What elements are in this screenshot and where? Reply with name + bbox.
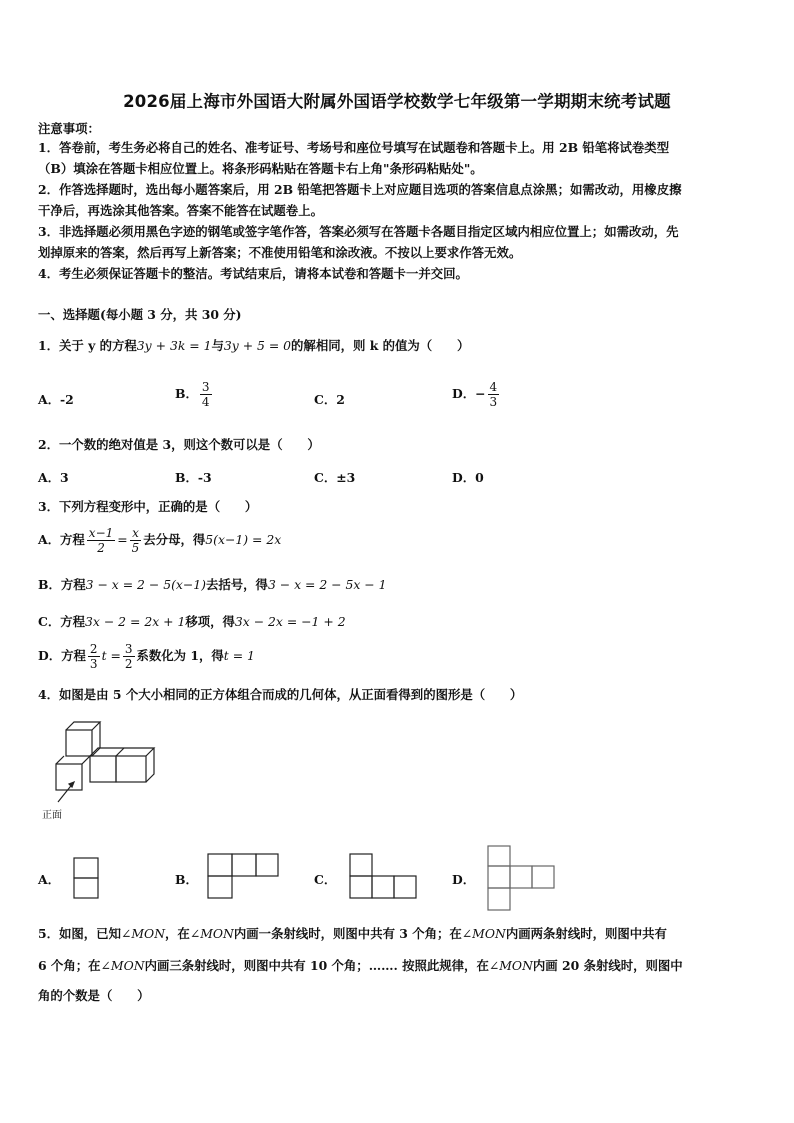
q3-c-mid: 移项，得 bbox=[185, 614, 235, 629]
q5-angle-2: ∠MON bbox=[189, 926, 234, 941]
q5-line2-b: 内画三条射线时，则图中共有 10 个角；……. 按照此规律，在 bbox=[144, 958, 489, 973]
q4-option-b: B． bbox=[175, 872, 198, 887]
q5-line1-d: 内画两条射线时，则图中共有 bbox=[505, 926, 667, 941]
q5-angle-5: ∠MON bbox=[488, 958, 533, 973]
question-3-stem: 3．下列方程变形中，正确的是（ ） bbox=[38, 499, 258, 514]
question-1-stem bbox=[38, 338, 469, 354]
q3-d-t: t = bbox=[101, 648, 121, 663]
q3-option-d bbox=[38, 642, 255, 671]
q4-option-c-figure bbox=[348, 852, 420, 902]
q5-line1-c: 内画一条射线时，则图中共有 3 个角；在 bbox=[233, 926, 462, 941]
q2-option-d: D．0 bbox=[452, 470, 484, 485]
q3-d-frac1 bbox=[88, 642, 100, 671]
q1-d-frac bbox=[488, 380, 500, 409]
q3-b-pre: B．方程 bbox=[38, 577, 86, 592]
q4-option-d-figure bbox=[486, 842, 558, 914]
q3-a-eq: = bbox=[117, 532, 128, 547]
q5-line2-a: 6 个角；在 bbox=[38, 958, 101, 973]
q1-d-label: D．− bbox=[452, 386, 486, 401]
q5-angle-4: ∠MON bbox=[100, 958, 145, 973]
q3-d-frac2 bbox=[123, 642, 135, 671]
q3-b-eq: 3 − x = 2 − 5(x−1) bbox=[85, 577, 206, 592]
q3-a-num1: x−1 bbox=[88, 526, 114, 540]
q1-mid: 与 bbox=[211, 338, 224, 353]
q3-a-den1: 2 bbox=[97, 541, 105, 555]
q3-d-num2: 3 bbox=[124, 642, 133, 656]
q3-b-res: 3 − x = 2 − 5x − 1 bbox=[267, 577, 387, 592]
question-2-stem: 2．一个数的绝对值是 3，则这个数可以是（ ） bbox=[38, 437, 320, 452]
q3-a-mid: 去分母，得 bbox=[143, 532, 206, 547]
q4-option-c: C． bbox=[314, 872, 337, 887]
cube-solid-figure bbox=[50, 718, 160, 818]
q2-option-b: B．-3 bbox=[175, 470, 212, 485]
q3-d-den1: 3 bbox=[89, 657, 98, 671]
q1-option-b bbox=[175, 380, 214, 409]
q5-line2-c: 内画 20 条射线时，则图中 bbox=[532, 958, 683, 973]
q1-eq1: 3y + 3k = 1 bbox=[136, 338, 212, 353]
q3-d-num1: 2 bbox=[89, 642, 98, 656]
q3-d-pre: D．方程 bbox=[38, 648, 86, 663]
notice-line-1: 1．答卷前，考生务必将自己的姓名、准考证号、考场号和座位号填写在试题卷和答题卡上。用 2B 铅笔将试卷类型 bbox=[38, 140, 670, 155]
q3-option-c bbox=[38, 614, 346, 630]
q1-d-num: 4 bbox=[489, 380, 498, 394]
q1-option-a: A．-2 bbox=[38, 392, 74, 407]
q3-a-res: 5(x−1) = 2x bbox=[205, 532, 282, 547]
q5-angle-1: ∠MON bbox=[120, 926, 166, 941]
q1-b-label: B． bbox=[175, 386, 198, 401]
front-label: 正面 bbox=[42, 810, 62, 821]
q3-a-pre: A．方程 bbox=[38, 532, 85, 547]
notice-line-3: 2．作答选择题时，选出每小题答案后，用 2B 铅笔把答题卡上对应题目选项的答案信息点涂黑；如需改动，用橡皮擦 bbox=[38, 182, 682, 197]
q1-eq2: 3y + 5 = 0 bbox=[223, 338, 292, 353]
q3-option-b bbox=[38, 577, 387, 593]
q3-option-a bbox=[38, 526, 281, 555]
q3-a-den2: 5 bbox=[131, 541, 140, 555]
q2-option-c: C．±3 bbox=[314, 470, 356, 485]
question-5-line-1 bbox=[38, 926, 667, 942]
q5-angle-3: ∠MON bbox=[461, 926, 506, 941]
q1-pre: 1．关于 y 的方程 bbox=[38, 338, 137, 353]
q5-line1-a: 5．如图，已知 bbox=[38, 926, 121, 941]
q5-line1-b: ，在 bbox=[165, 926, 190, 941]
q3-d-res: t = 1 bbox=[223, 648, 255, 663]
q3-d-mid: 系数化为 1，得 bbox=[136, 648, 224, 663]
q2-option-a: A．3 bbox=[38, 470, 69, 485]
q1-b-frac bbox=[200, 380, 212, 409]
notice-heading: 注意事项： bbox=[38, 121, 100, 136]
section-heading: 一、选择题(每小题 3 分，共 30 分) bbox=[38, 307, 242, 322]
q3-b-mid: 去括号，得 bbox=[206, 577, 268, 592]
question-4-stem: 4．如图是由 5 个大小相同的正方体组合而成的几何体，从正面看得到的图形是（ ） bbox=[38, 687, 523, 702]
q3-c-pre: C．方程 bbox=[38, 614, 86, 629]
q4-option-b-figure bbox=[206, 852, 282, 902]
q4-option-d: D． bbox=[452, 872, 476, 887]
question-5-line-2 bbox=[38, 958, 683, 974]
question-5-line-3: 角的个数是（ ） bbox=[38, 988, 150, 1003]
q1-option-c: C．2 bbox=[314, 392, 345, 407]
q3-c-eq: 3x − 2 = 2x + 1 bbox=[85, 614, 186, 629]
notice-line-5: 3．非选择题必须用黑色字迹的钢笔或签字笔作答，答案必须写在答题卡各题目指定区域内相应位置上；如需改动，先 bbox=[38, 224, 679, 239]
notice-line-4: 干净后，再选涂其他答案。答案不能答在试题卷上。 bbox=[38, 203, 323, 218]
exam-title: 2026届上海市外国语大附属外国语学校数学七年级第一学期期末统考试题 bbox=[123, 92, 671, 111]
q4-option-a-figure bbox=[72, 856, 102, 900]
q3-c-res: 3x − 2x = −1 + 2 bbox=[234, 614, 346, 629]
notice-line-7: 4．考生必须保证答题卡的整洁。考试结束后，请将本试卷和答题卡一并交回。 bbox=[38, 266, 468, 281]
q1-d-den: 3 bbox=[489, 395, 498, 409]
notice-line-6: 划掉原来的答案，然后再写上新答案；不准使用铅笔和涂改液。不按以上要求作答无效。 bbox=[38, 245, 522, 260]
notice-line-2: （B）填涂在答题卡相应位置上。将条形码粘贴在答题卡右上角"条形码粘贴处"。 bbox=[38, 161, 483, 176]
q3-a-num2: x bbox=[130, 526, 142, 541]
q1-b-num: 3 bbox=[201, 380, 210, 394]
q3-a-frac2 bbox=[130, 526, 142, 555]
q3-d-den2: 2 bbox=[124, 657, 133, 671]
q1-option-d bbox=[452, 380, 501, 409]
q1-post: 的解相同，则 k 的值为（ ） bbox=[291, 338, 470, 353]
q3-a-frac1 bbox=[87, 526, 115, 555]
q1-b-den: 4 bbox=[201, 395, 210, 409]
q4-option-a: A． bbox=[38, 872, 61, 887]
